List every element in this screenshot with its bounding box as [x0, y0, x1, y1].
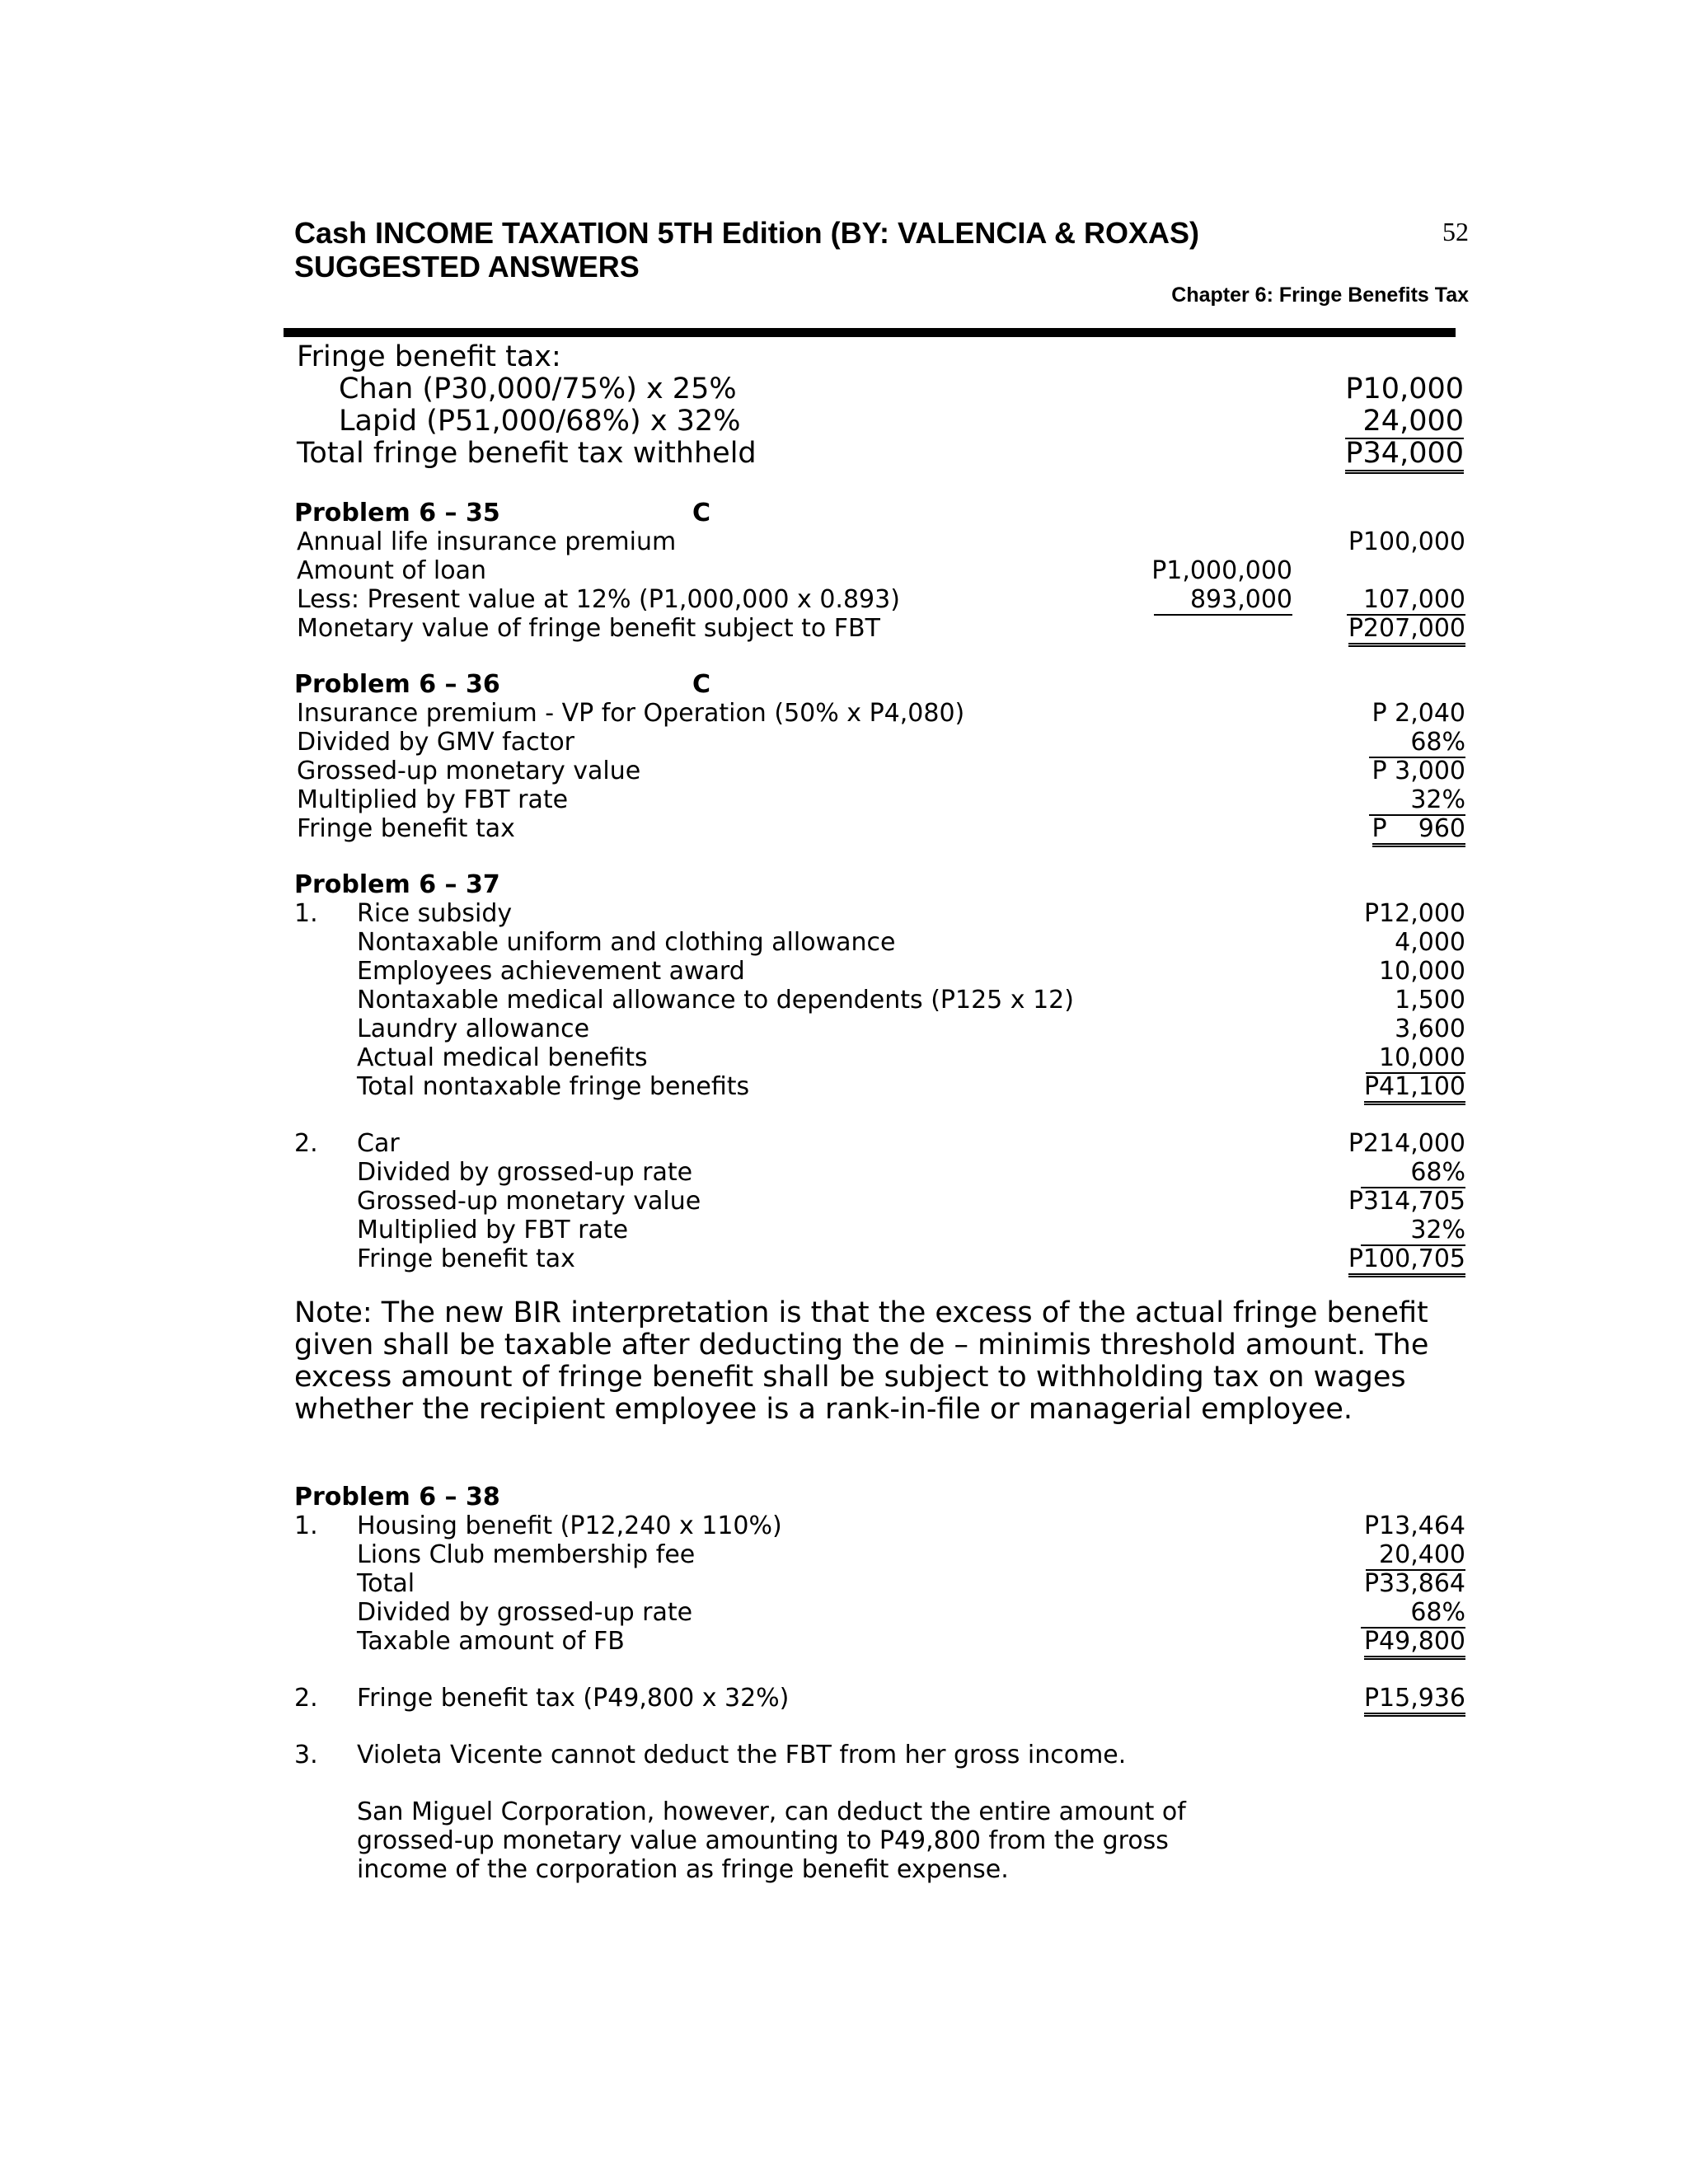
table-row-label: Car: [357, 1129, 400, 1158]
problem-answer: C: [692, 670, 711, 699]
fbt-total-label: Total fringe benefit tax withheld: [297, 437, 757, 470]
table-row-amount: P41,100: [1311, 1072, 1465, 1101]
problem-title: Problem 6 – 36: [294, 670, 500, 699]
table-row-amount: P314,705: [1348, 1187, 1465, 1216]
fbt-total-amount: [1311, 438, 1464, 470]
item-number: 1.: [294, 899, 318, 928]
table-row-label: Nontaxable medical allowance to dependents (P125 x 12): [357, 986, 1074, 1015]
table-row-label: Employees achievement award: [357, 957, 745, 986]
book-title-line1: Cash INCOME TAXATION 5TH Edition (BY: VALENCIA & ROXAS): [294, 216, 1199, 250]
table-row-amount: 68%: [1311, 1158, 1465, 1188]
note-paragraph: Note: The new BIR interpretation is that the excess of the actual fringe benefit given shall be taxable after deducting the de – minimis threshold amount. The excess amount of fringe benefit shall be subject to withholding tax on wages whether the recipient employee is a rank-in-file or managerial employee.: [294, 1296, 1429, 1426]
table-row-label: Actual medical benefits: [357, 1043, 648, 1072]
table-row-amount: P 2,040: [1372, 699, 1465, 728]
table-row-label: Housing benefit (P12,240 x 110%): [357, 1511, 782, 1540]
problem-title: Problem 6 – 35: [294, 499, 500, 527]
table-row-label: Divided by GMV factor: [297, 728, 575, 757]
fbt-amount-value: 24,000: [1345, 405, 1464, 439]
problem-answer: C: [692, 499, 711, 527]
fbt-heading: Fringe benefit tax:: [297, 340, 561, 373]
table-row-amount: P214,000: [1348, 1129, 1465, 1158]
table-row-label: Multiplied by FBT rate: [297, 785, 569, 814]
table-row-amount: 4,000: [1395, 928, 1465, 957]
table-row-amount: P33,864: [1363, 1569, 1465, 1598]
table-row-label: Multiplied by FBT rate: [357, 1216, 629, 1244]
item-number: 2.: [294, 1684, 318, 1713]
table-row-amount: 3,600: [1395, 1015, 1465, 1043]
fbt-row-amount: [1311, 373, 1464, 405]
table-row-amount: 1,500: [1395, 986, 1465, 1015]
table-row-amount: 107,000: [1311, 585, 1465, 616]
problem-title: Problem 6 – 37: [294, 870, 500, 899]
table-row-label: Rice subsidy: [357, 899, 513, 928]
table-row-label: Grossed-up monetary value: [297, 757, 641, 785]
table-row-label: Monetary value of fringe benefit subject to FBT: [297, 614, 880, 643]
table-row-amount: P100,705: [1311, 1244, 1465, 1273]
table-row-amount: P13,464: [1363, 1511, 1465, 1540]
table-row-amount: 68%: [1311, 1598, 1465, 1629]
table-row-label: Divided by grossed-up rate: [357, 1158, 693, 1187]
table-row-amount: 20,400: [1311, 1540, 1465, 1571]
table-row-amount: 893,000: [1137, 585, 1292, 616]
table-row-amount: P1,000,000: [1151, 556, 1292, 585]
header-divider: [284, 328, 1456, 337]
table-row-amount: P 3,000: [1372, 757, 1465, 785]
table-row-label: Fringe benefit tax (P49,800 x 32%): [357, 1684, 790, 1713]
table-row-amount: 32%: [1311, 785, 1465, 816]
table-row-amount: 68%: [1311, 728, 1465, 758]
table-row-amount: 10,000: [1311, 1043, 1465, 1074]
table-row-label: Laundry allowance: [357, 1015, 590, 1043]
table-row-label: Total: [357, 1569, 415, 1598]
fbt-row-amount: [1311, 405, 1464, 439]
answer-paragraph: San Miguel Corporation, however, can deduct the entire amount of grossed-up monetary value amounting to P49,800 from the gross income of the corporation as fringe benefit expense.: [357, 1797, 1186, 1884]
fbt-row-label: Chan (P30,000/75%) x 25%: [339, 373, 737, 405]
table-row-amount: 10,000: [1379, 957, 1465, 986]
table-row-label: Total nontaxable fringe benefits: [357, 1072, 750, 1101]
table-row-label: Grossed-up monetary value: [357, 1187, 701, 1216]
table-row-label: Amount of loan: [297, 556, 486, 585]
fbt-row-label: Lapid (P51,000/68%) x 32%: [339, 405, 741, 438]
table-row-label: Divided by grossed-up rate: [357, 1598, 693, 1627]
table-row-label: Lions Club membership fee: [357, 1540, 696, 1569]
page-number: 52: [1442, 217, 1469, 246]
problem-title: Problem 6 – 38: [294, 1483, 500, 1511]
table-row-label: Taxable amount of FB: [357, 1627, 625, 1656]
table-row-label: Less: Present value at 12% (P1,000,000 x 0.893): [297, 585, 900, 614]
book-title-line2: SUGGESTED ANSWERS: [294, 250, 640, 284]
item-number: 1.: [294, 1511, 318, 1540]
table-row-amount: P 960: [1311, 814, 1465, 843]
table-row-label: Insurance premium - VP for Operation (50% x P4,080): [297, 699, 965, 728]
table-row-amount: P49,800: [1311, 1627, 1465, 1656]
chapter-title: Chapter 6: Fringe Benefits Tax: [1171, 284, 1469, 307]
table-row-label: Nontaxable uniform and clothing allowance: [357, 928, 896, 957]
item-number: 3.: [294, 1741, 318, 1769]
table-row-amount: 32%: [1311, 1216, 1465, 1246]
table-row-amount: P15,936: [1311, 1684, 1465, 1713]
answer-text: Violeta Vicente cannot deduct the FBT from her gross income.: [357, 1741, 1127, 1769]
table-row-amount: P100,000: [1348, 527, 1465, 556]
fbt-amount-value: P34,000: [1345, 437, 1464, 474]
table-row-label: Fringe benefit tax: [357, 1244, 575, 1273]
table-row-label: Fringe benefit tax: [297, 814, 515, 843]
fbt-amount-value: P10,000: [1345, 373, 1464, 405]
table-row-amount: P207,000: [1311, 614, 1465, 643]
table-row-label: Annual life insurance premium: [297, 527, 677, 556]
table-row-amount: P12,000: [1363, 899, 1465, 928]
item-number: 2.: [294, 1129, 318, 1158]
book-title: [294, 216, 1199, 284]
